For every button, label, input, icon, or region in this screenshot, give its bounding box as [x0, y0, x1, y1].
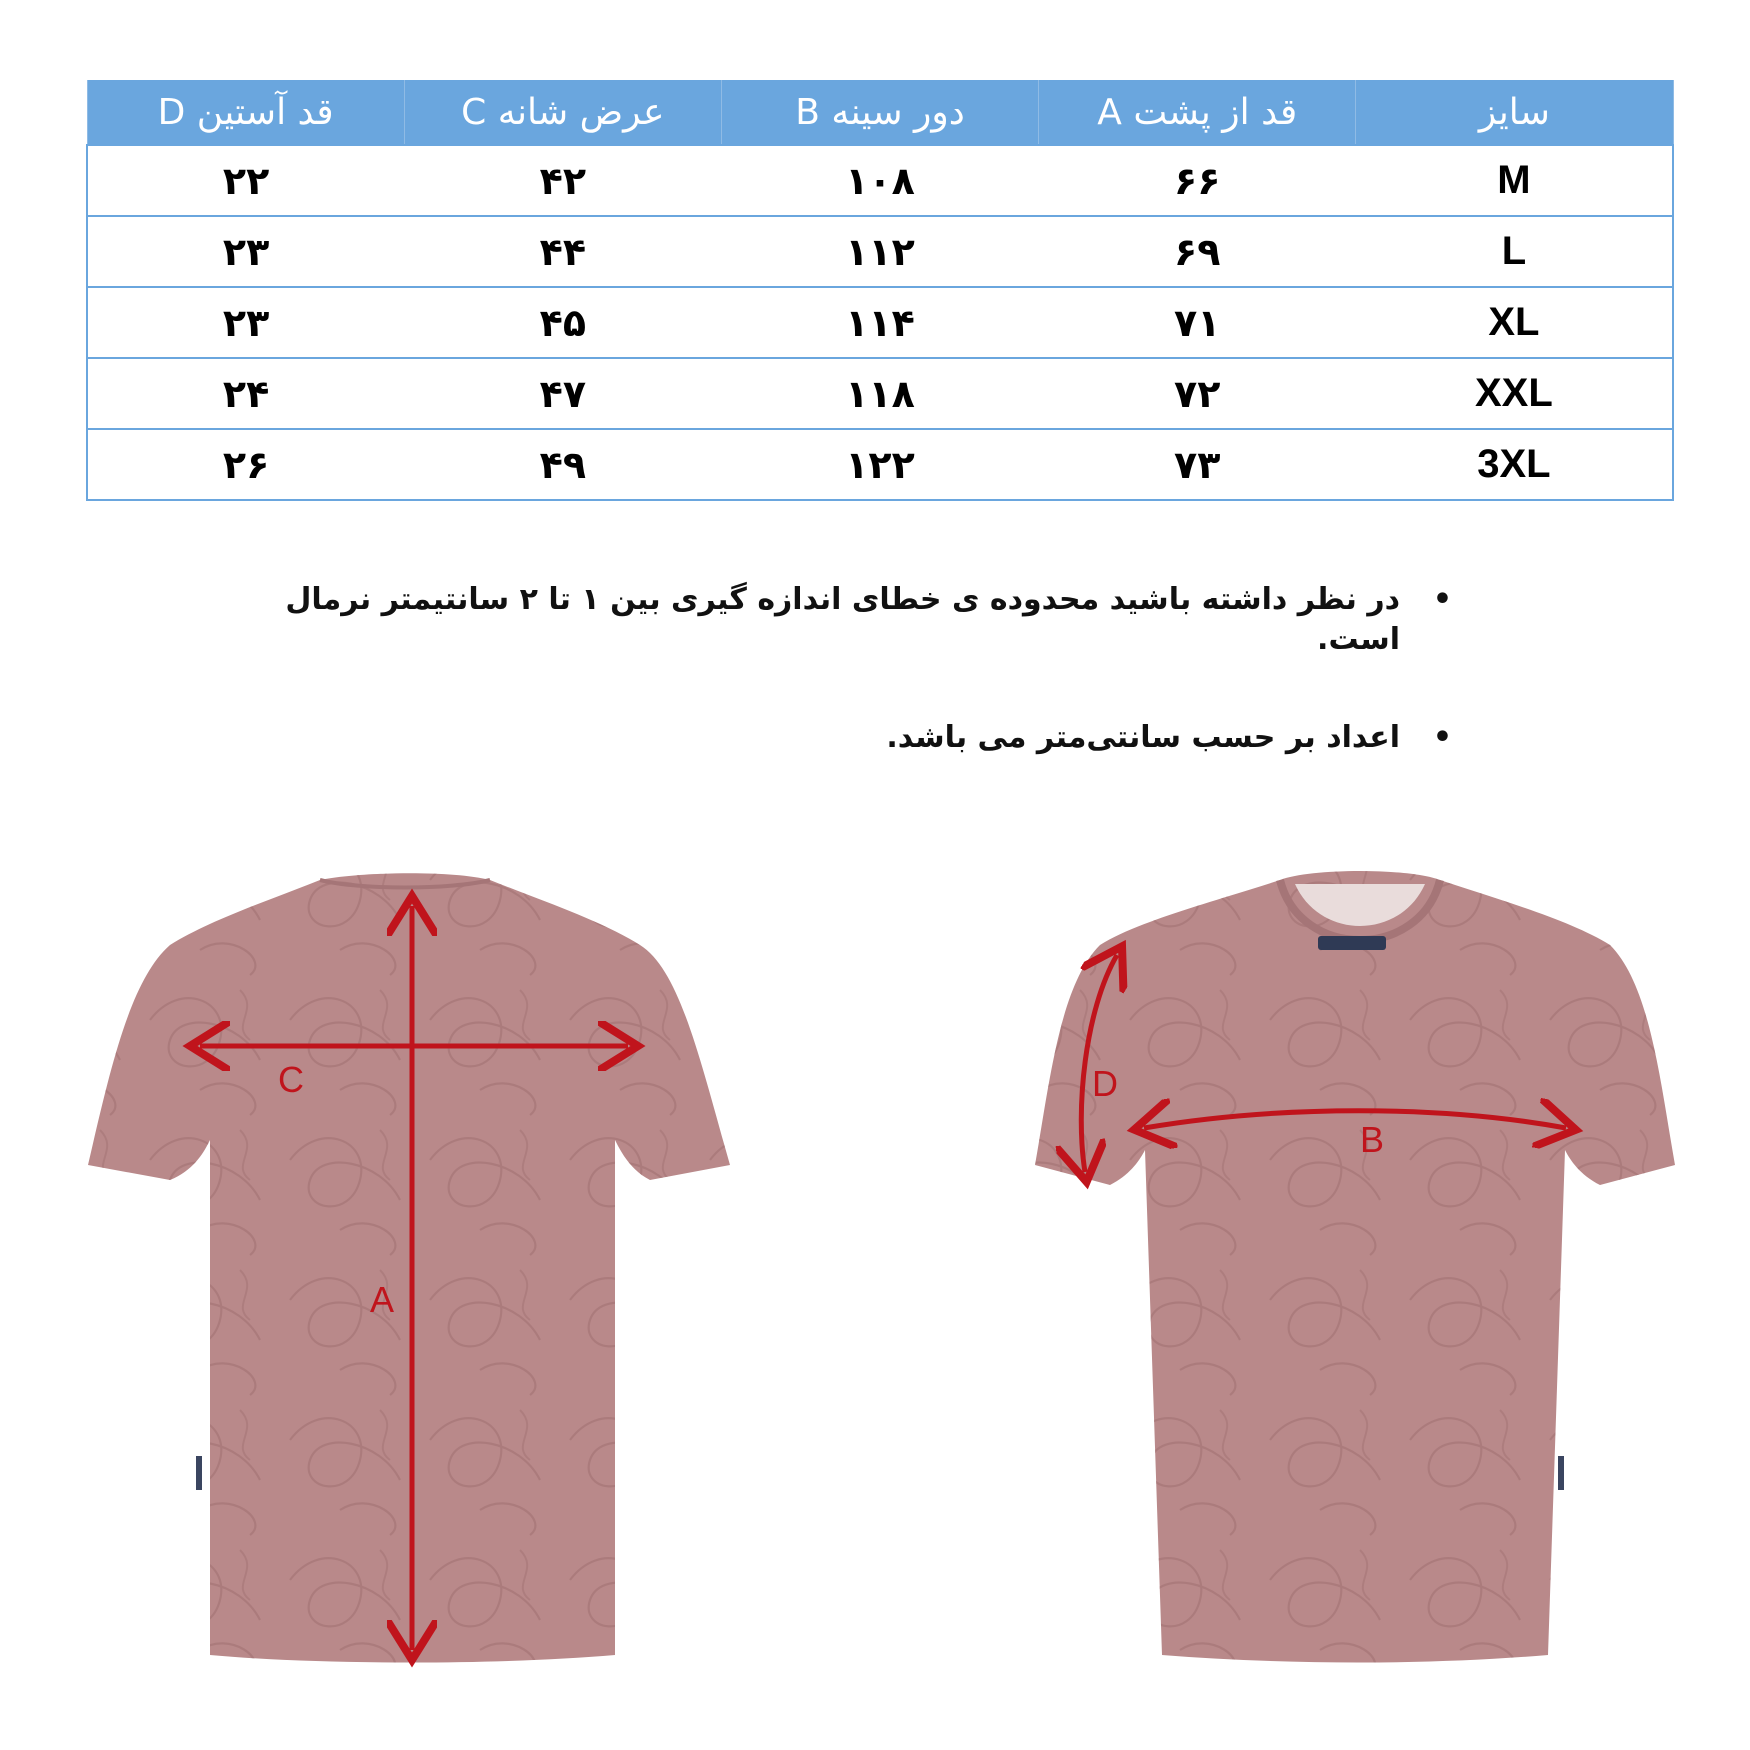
shoulder-cell: ۴۹ — [404, 429, 721, 500]
size-cell: XXL — [1356, 358, 1673, 429]
sleeve-cell: ۲۲ — [87, 145, 404, 216]
header-size: سایز — [1356, 80, 1673, 145]
back-length-cell: ۷۲ — [1039, 358, 1356, 429]
shirt-front-view — [1035, 871, 1675, 1663]
chest-cell: ۱۱۸ — [721, 358, 1038, 429]
header-shoulder: عرض شانه C — [404, 80, 721, 145]
chest-cell: ۱۱۴ — [721, 287, 1038, 358]
size-cell: XL — [1356, 287, 1673, 358]
bullet-icon: • — [1432, 720, 1452, 755]
shirt-back-tag — [196, 1456, 202, 1490]
shoulder-cell: ۴۷ — [404, 358, 721, 429]
note-text: در نظر داشته باشید محدوده ی خطای اندازه گیری بین ۱ تا ۲ سانتیمتر نرمال است. — [285, 582, 1400, 657]
note-text: اعداد بر حسب سانتی‌متر می باشد. — [886, 720, 1400, 755]
shoulder-cell: ۴۲ — [404, 145, 721, 216]
size-cell: 3XL — [1356, 429, 1673, 500]
sleeve-cell: ۲۳ — [87, 216, 404, 287]
size-cell: M — [1356, 145, 1673, 216]
label-c: C — [278, 1059, 304, 1100]
label-a: A — [370, 1279, 395, 1320]
chest-cell: ۱۲۲ — [721, 429, 1038, 500]
shirt-front-tag — [1558, 1456, 1564, 1490]
chest-cell: ۱۱۲ — [721, 216, 1038, 287]
label-b: B — [1360, 1119, 1385, 1160]
bullet-icon: • — [1432, 582, 1452, 617]
back-length-cell: ۶۶ — [1039, 145, 1356, 216]
back-length-cell: ۷۳ — [1039, 429, 1356, 500]
header-sleeve: قد آستین D — [87, 80, 404, 145]
label-d: D — [1092, 1063, 1118, 1104]
shirt-front-label — [1318, 936, 1386, 950]
back-length-cell: ۶۹ — [1039, 216, 1356, 287]
sleeve-cell: ۲۶ — [87, 429, 404, 500]
sleeve-cell: ۲۳ — [87, 287, 404, 358]
back-length-cell: ۷۱ — [1039, 287, 1356, 358]
shirt-back-view — [88, 873, 730, 1662]
sleeve-cell: ۲۴ — [87, 358, 404, 429]
header-back-length: قد از پشت A — [1039, 80, 1356, 145]
chest-cell: ۱۰۸ — [721, 145, 1038, 216]
size-cell: L — [1356, 216, 1673, 287]
shoulder-cell: ۴۴ — [404, 216, 721, 287]
header-chest: دور سینه B — [721, 80, 1038, 145]
shoulder-cell: ۴۵ — [404, 287, 721, 358]
